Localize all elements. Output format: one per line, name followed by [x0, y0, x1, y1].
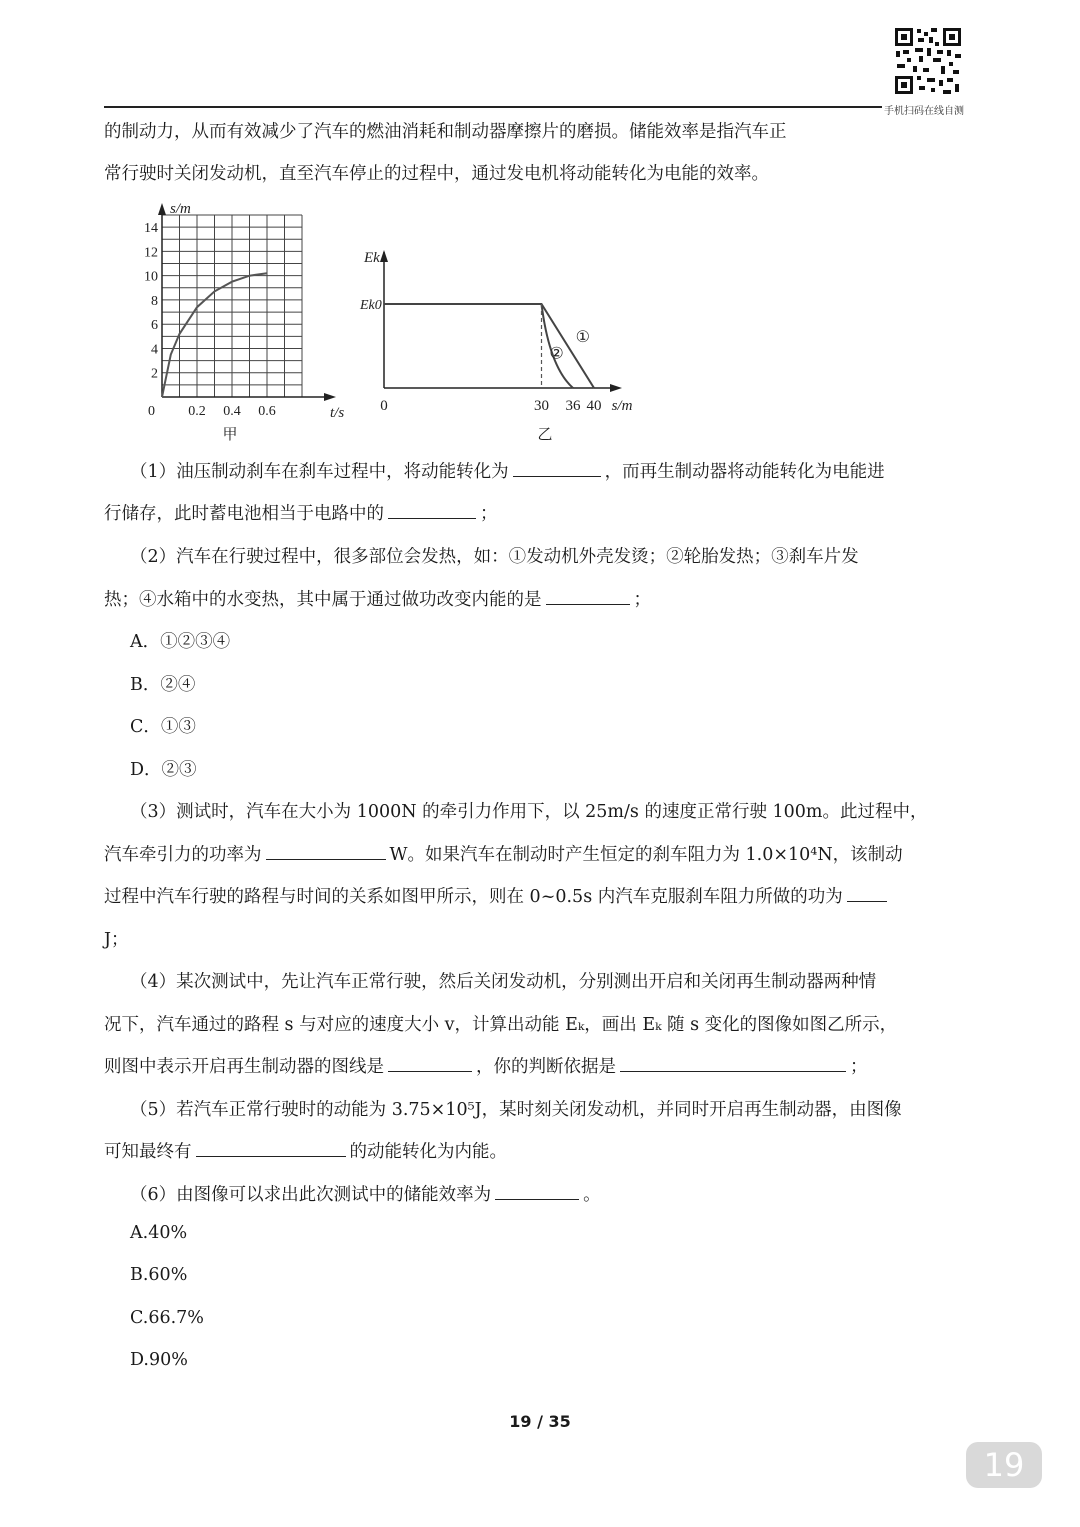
q1-blank-2[interactable] [388, 500, 476, 519]
q5-blank[interactable] [196, 1138, 346, 1157]
q6-option-c[interactable]: C.66.7% [130, 1308, 204, 1328]
y-tick-label: 12 [144, 245, 158, 261]
y-tick-label: 10 [144, 269, 158, 285]
x-tick-label: 0 [380, 398, 388, 414]
header-rule [104, 106, 882, 108]
q1-text-b: ，而再生制动器将动能转化为电能进 [604, 462, 885, 482]
q3-text-b: W。如果汽车在制动时产生恒定的刹车阻力为 1.0×10⁴N，该制动 [389, 845, 903, 865]
chart-yi [350, 240, 640, 450]
chart-title: 乙 [537, 427, 553, 443]
x-axis-arrow [610, 384, 622, 392]
q6-line-1 [130, 1181, 601, 1206]
x-axis-label: t/s [330, 405, 345, 421]
y-axis-label: Ek [364, 250, 380, 266]
q6-option-b[interactable]: B.60% [130, 1265, 188, 1285]
q2-option-b[interactable]: B．②④ [130, 675, 196, 695]
q2-option-c[interactable]: C．①③ [130, 717, 196, 737]
q1-line-2 [104, 500, 498, 525]
q3-text-a: 汽车牵引力的功率为 [104, 845, 262, 865]
x-tick-label: 30 [534, 398, 549, 414]
q1-line-1 [130, 458, 885, 483]
x-axis-arrow [324, 393, 336, 401]
chart-jia [120, 195, 360, 450]
x-tick-label: 40 [586, 398, 602, 414]
q2-line-1: （2）汽车在行驶过程中，很多部位会发热，如：①发动机外壳发烫；②轮胎发热；③刹车片发 [130, 547, 859, 567]
y-tick-label: 8 [151, 293, 158, 309]
intro-line-2: 常行驶时关闭发动机，直至汽车停止的过程中，通过发电机将动能转化为电能的效率。 [104, 164, 769, 184]
q5-line-2 [104, 1138, 507, 1163]
x-tick-label: 36 [565, 398, 581, 414]
q4-text-a: 则图中表示开启再生制动器的图线是 [104, 1057, 384, 1077]
q1-text-c: 行储存，此时蓄电池相当于电路中的 [104, 504, 384, 524]
q5-line-1: （5）若汽车正常行驶时的动能为 3.75×10⁵J，某时刻关闭发动机，并同时开启再生制动器，由图像 [130, 1100, 902, 1120]
series-label-2: ② [549, 345, 564, 363]
q3-line-2 [104, 841, 903, 866]
q5-text-a: 可知最终有 [104, 1142, 192, 1162]
q3-text-c: 过程中汽车行驶的路程与时间的关系如图甲所示，则在 0~0.5s 内汽车克服刹车阻力所做的功为 [104, 887, 843, 907]
x-axis-label: s/m [611, 398, 633, 414]
y-axis-label: s/m [170, 201, 191, 217]
chart-title: 甲 [222, 427, 238, 443]
y-axis-arrow [380, 250, 388, 262]
y-axis-arrow [158, 203, 166, 215]
q2-text-b: ； [633, 590, 651, 610]
q6-option-d[interactable]: D.90% [130, 1350, 188, 1370]
q1-text-d: ； [480, 504, 498, 524]
q1-blank-1[interactable] [513, 458, 601, 477]
q4-text-c: ； [850, 1057, 868, 1077]
q4-line-2: 况下，汽车通过的路程 s 与对应的速度大小 v，计算出动能 Eₖ，画出 Eₖ 随 s 变化的图像如图乙所示， [104, 1015, 898, 1035]
x-tick-label: 0.2 [188, 404, 206, 419]
q4-line-1: （4）某次测试中，先让汽车正常行驶，然后关闭发动机，分别测出开启和关闭再生制动器两种情 [130, 972, 877, 992]
q2-option-d[interactable]: D．②③ [130, 760, 197, 780]
q2-option-a[interactable]: A．①②③④ [130, 632, 231, 652]
q3-blank-2[interactable] [847, 883, 887, 902]
q2-blank[interactable] [546, 586, 630, 605]
q3-line-4: J； [104, 930, 129, 950]
q4-blank-1[interactable] [388, 1053, 472, 1072]
q3-line-3 [104, 883, 891, 908]
x-tick-label: 0.4 [223, 404, 241, 419]
q4-blank-2[interactable] [620, 1053, 846, 1072]
q3-blank-1[interactable] [266, 841, 386, 860]
q4-line-3 [104, 1053, 868, 1078]
y-tick-label: 14 [144, 221, 158, 237]
x-tick-label: 0.6 [258, 404, 276, 419]
x-tick-label: 0 [148, 404, 155, 419]
qr-code-icon[interactable] [893, 26, 963, 96]
q3-line-1: （3）测试时，汽车在大小为 1000N 的牵引力作用下，以 25m/s 的速度正常行驶 100m。此过程中， [130, 802, 928, 822]
y-marker-label: Ek0 [360, 298, 382, 313]
q5-text-b: 的动能转化为内能。 [349, 1142, 507, 1162]
q6-blank[interactable] [495, 1181, 579, 1200]
q6-text-b: 。 [583, 1185, 601, 1205]
q4-text-b: ，你的判断依据是 [476, 1057, 616, 1077]
q1-text-a: （1）油压制动刹车在刹车过程中，将动能转化为 [130, 462, 509, 482]
q2-line-2 [104, 586, 651, 611]
y-tick-label: 6 [151, 318, 158, 334]
q2-text-a: 热；④水箱中的水变热，其中属于通过做功改变内能的是 [104, 590, 542, 610]
page-badge[interactable]: 19 [966, 1442, 1042, 1488]
intro-line-1: 的制动力，从而有效减少了汽车的燃油消耗和制动器摩擦片的磨损。储能效率是指汽车正 [104, 122, 787, 142]
qr-caption: 手机扫码在线自测 [884, 106, 964, 117]
q6-option-a[interactable]: A.40% [130, 1223, 188, 1243]
q6-text-a: （6）由图像可以求出此次测试中的储能效率为 [130, 1185, 492, 1205]
series-label-1: ① [575, 328, 590, 346]
y-tick-label: 2 [151, 366, 158, 382]
y-tick-label: 4 [151, 342, 158, 358]
page-number: 19 / 35 [509, 1412, 571, 1431]
